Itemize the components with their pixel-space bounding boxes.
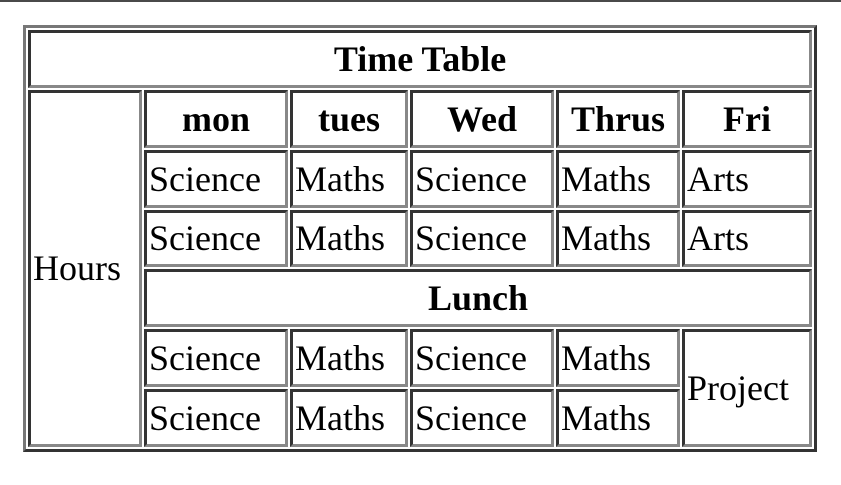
subject-cell: Maths xyxy=(556,150,680,208)
table-title: Time Table xyxy=(28,30,812,88)
day-header: mon xyxy=(144,90,288,148)
subject-cell: Maths xyxy=(556,389,680,447)
subject-cell: Science xyxy=(410,329,554,387)
subject-cell: Science xyxy=(144,329,288,387)
row-header-hours: Hours xyxy=(28,90,142,447)
subject-cell: Science xyxy=(410,210,554,268)
subject-cell: Maths xyxy=(556,329,680,387)
subject-cell: Science xyxy=(144,389,288,447)
day-header: Fri xyxy=(682,90,812,148)
subject-cell: Science xyxy=(410,389,554,447)
lunch-break-row: Lunch xyxy=(144,269,812,327)
subject-cell: Science xyxy=(144,210,288,268)
day-header: tues xyxy=(290,90,408,148)
subject-cell: Arts xyxy=(682,210,812,268)
subject-cell: Maths xyxy=(290,389,408,447)
subject-cell: Maths xyxy=(290,329,408,387)
subject-cell: Science xyxy=(410,150,554,208)
project-cell: Project xyxy=(682,329,812,447)
subject-cell: Maths xyxy=(290,210,408,268)
subject-cell: Maths xyxy=(290,150,408,208)
day-header: Thrus xyxy=(556,90,680,148)
subject-cell: Science xyxy=(144,150,288,208)
timetable xyxy=(23,25,817,452)
top-divider xyxy=(0,0,841,2)
subject-cell: Maths xyxy=(556,210,680,268)
day-header: Wed xyxy=(410,90,554,148)
subject-cell: Arts xyxy=(682,150,812,208)
